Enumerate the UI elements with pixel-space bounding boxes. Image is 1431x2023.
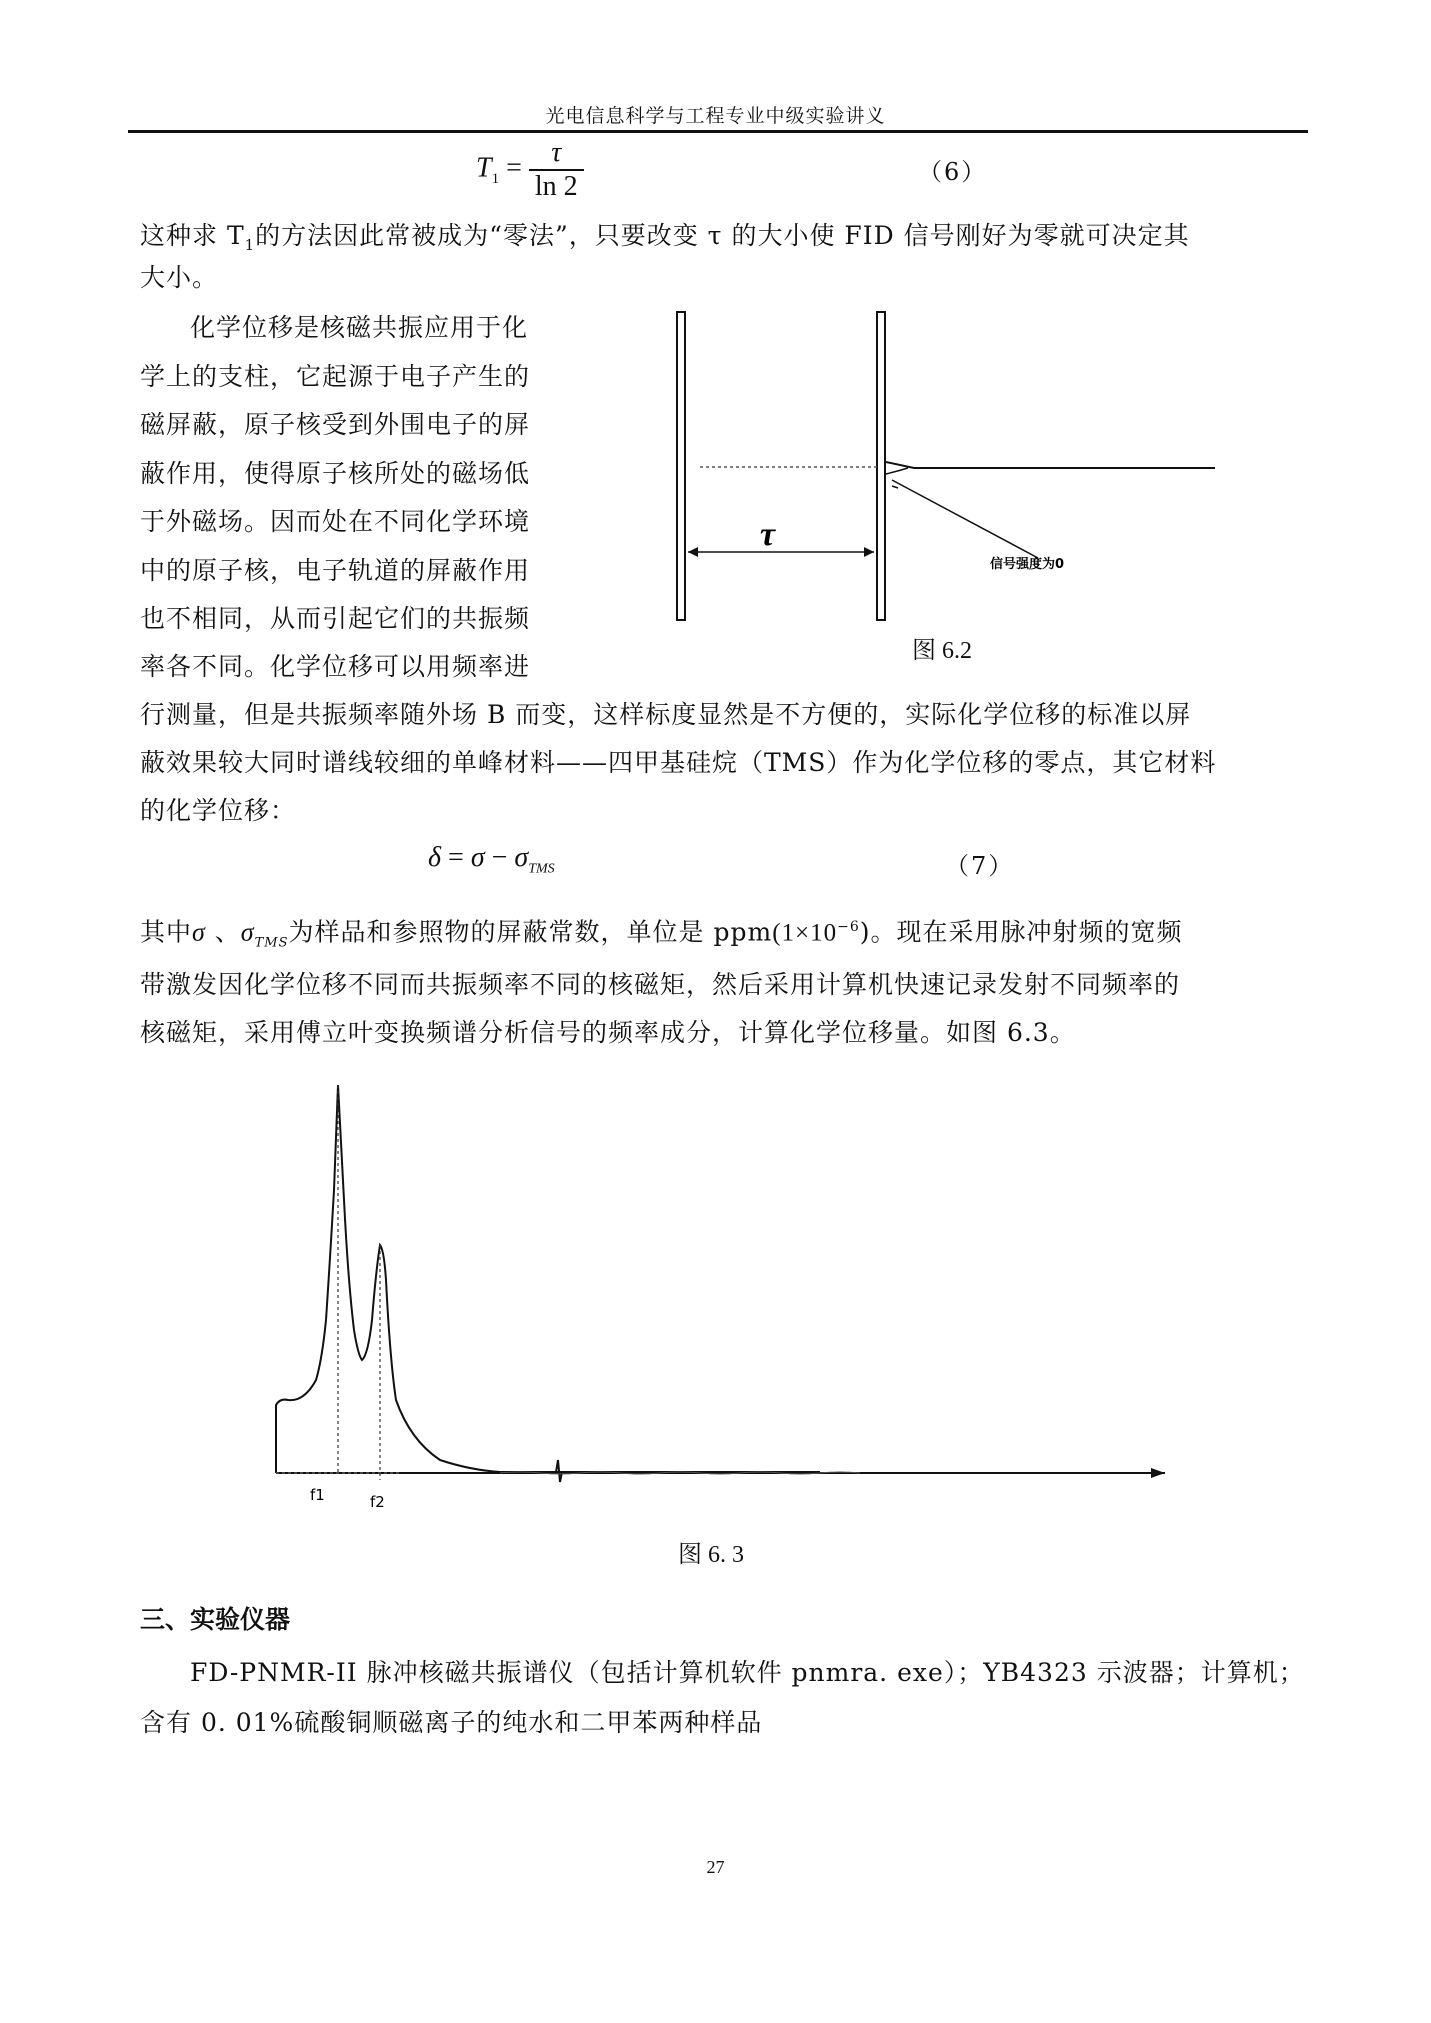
signal-zero-label: 信号强度为0 <box>990 557 1065 572</box>
paragraph-2-line: 化学位移是核磁共振应用于化 <box>190 313 529 342</box>
axis-arrow-head <box>1151 1468 1165 1478</box>
paragraph-3-line-2: 带激发因化学位移不同而共振频率不同的核磁矩，然后采用计算机快速记录发射不同频率的 <box>140 970 1181 999</box>
f2-label: f2 <box>370 1493 385 1511</box>
f1-label: f1 <box>310 1486 325 1504</box>
paragraph-2-line: 中的原子核，电子轨道的屏蔽作用 <box>140 556 531 585</box>
equation-7-number: （7） <box>945 852 1015 880</box>
paragraph-2-full-line: 行测量，但是共振频率随外场 B 而变，这样标度显然是不方便的，实际化学位移的标准以屏 <box>140 700 1192 729</box>
tau-label: τ <box>760 516 776 553</box>
paragraph-2-line: 也不相同，从而引起它们的共振频 <box>140 604 531 633</box>
signal-pointer-line <box>892 480 1038 558</box>
equation-6-number: （6） <box>918 158 988 186</box>
header-divider <box>128 130 1308 133</box>
paragraph-2-line: 率各不同。化学位移可以用频率进 <box>140 652 531 681</box>
tau-arrow-left-head <box>688 547 698 557</box>
pointer-tick <box>892 486 898 488</box>
paragraph-3-line-3: 核磁矩，采用傅立叶变换频谱分析信号的频率成分，计算化学位移量。如图 6.3。 <box>140 1018 1076 1047</box>
page-header-title: 光电信息科学与工程专业中级实验讲义 <box>545 105 886 127</box>
tau-arrow-right-head <box>864 547 874 557</box>
paragraph-1-line-2: 大小。 <box>140 263 219 292</box>
right-pulse-bar <box>877 312 885 620</box>
paragraph-2-full-line: 蔽效果较大同时谱线较细的单峰材料——四甲基硅烷（TMS）作为化学位移的零点，其它材料 <box>140 748 1217 777</box>
equation-7: $\delta = \sigma - \sigma_{TMS}$ <box>428 842 555 877</box>
figure-6-2 <box>660 300 1260 640</box>
paragraph-2-line: 于外磁场。因而处在不同化学环境 <box>140 507 531 536</box>
section-3-heading: 三、实验仪器 <box>140 1605 291 1634</box>
paragraph-2-line: 蔽作用，使得原子核所处的磁场低 <box>140 459 531 488</box>
section-3-line-1: FD-PNMR-II 脉冲核磁共振谱仪（包括计算机软件 pnmra. exe）；YB4323 示波器；计算机； <box>190 1658 1305 1687</box>
figure-6-3-spectrum <box>260 1080 1180 1520</box>
page-number: 27 <box>706 1857 725 1877</box>
paragraph-2-line: 学上的支柱，它起源于电子产生的 <box>140 362 531 391</box>
equation-6: $T_1$ = $\frac{\tau}{\ln 2}$ <box>476 137 584 203</box>
section-3-line-2: 含有 0. 01%硫酸铜顺磁离子的纯水和二甲苯两种样品 <box>140 1708 763 1737</box>
figure-6-2-caption: 图 6.2 <box>912 638 972 664</box>
left-pulse-bar <box>677 312 685 620</box>
paragraph-2-line: 磁屏蔽，原子核受到外围电子的屏 <box>140 410 531 439</box>
paragraph-3-line-1: 其中σ 、$\sigma_{TMS}$为样品和参照物的屏蔽常数，单位是 $ppm(1\times 10^{-6})$。现在采用脉冲射频的宽频 <box>140 917 1183 951</box>
spectrum-curve <box>276 1085 820 1473</box>
signal-baseline <box>886 462 1215 468</box>
paragraph-2-full-line: 的化学位移： <box>140 796 297 825</box>
figure-6-3-caption: 图 6. 3 <box>678 1542 744 1568</box>
fid-tail <box>886 468 908 474</box>
paragraph-1-line-1: 这种求 $T_1$的方法因此常被成为“零法”，只要改变 τ 的大小使 FID 信号刚好为零就可决定其 <box>140 221 1190 254</box>
